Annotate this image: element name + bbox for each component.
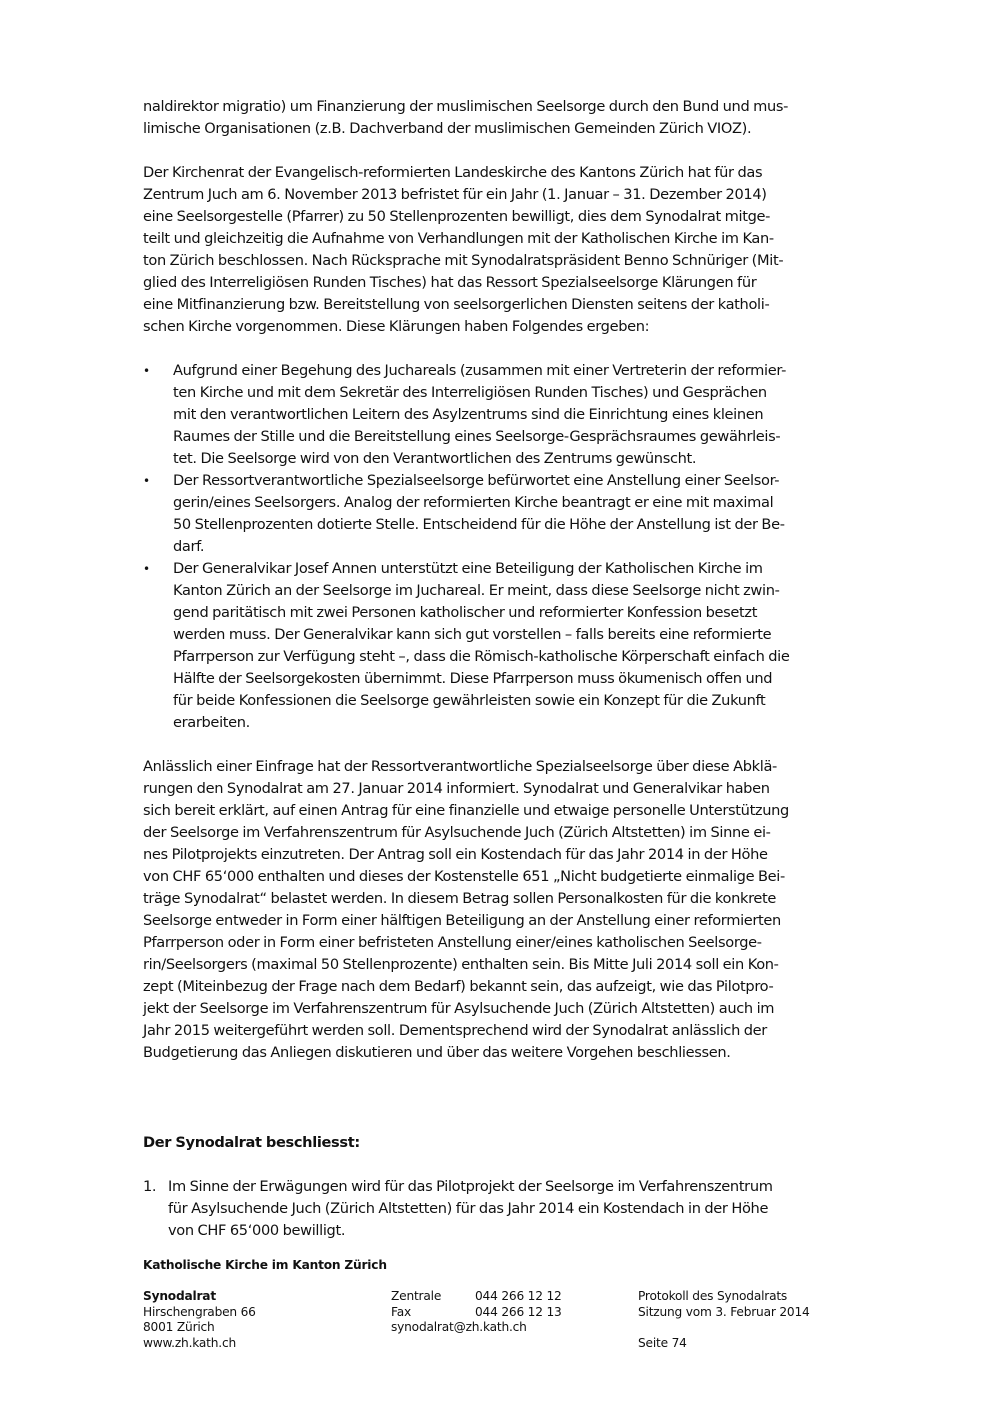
- document-body: [143, 96, 863, 1242]
- page-number: Seite 74: [638, 1335, 687, 1350]
- phone-number: 044 266 12 12: [475, 1289, 562, 1303]
- text-line: glied des Interreligiösen Runden Tisches) hat das Ressort Spezialseelsorge Klärungen für: [143, 274, 757, 291]
- text-line: eine Mitfinanzierung bzw. Bereitstellung von seelsorgerlichen Diensten seitens der katholi-: [143, 296, 770, 313]
- bullet-icon: •: [143, 364, 150, 378]
- text-line: naldirektor migratio) um Finanzierung der muslimischen Seelsorge durch den Bund und mus-: [143, 98, 789, 115]
- fax-label: Fax: [391, 1304, 411, 1319]
- paragraph-kirchenrat: [143, 162, 863, 338]
- bullet-item: [143, 558, 863, 734]
- text-line: Seelsorge entweder in Form einer hälftigen Beteiligung an der Anstellung einer reformierten: [143, 912, 781, 929]
- footer-address-street: Hirschengraben 66: [143, 1304, 256, 1319]
- phone-label: Zentrale: [391, 1289, 442, 1303]
- text-line: 50 Stellenprozenten dotierte Stelle. Entscheidend für die Höhe der Anstellung ist der Be-: [173, 516, 785, 533]
- footer-organization: Katholische Kirche im Kanton Zürich: [143, 1258, 387, 1272]
- bullet-icon: •: [143, 474, 150, 488]
- footer-address-name: Synodalrat: [143, 1289, 216, 1303]
- text-line: Zentrum Juch am 6. November 2013 befristet für ein Jahr (1. Januar – 31. Dezember 2014): [143, 186, 767, 203]
- text-line: träge Synodalrat“ belastet werden. In diesem Betrag sollen Personalkosten für die konkrete: [143, 890, 777, 907]
- text-line: Im Sinne der Erwägungen wird für das Pilotprojekt der Seelsorge im Verfahrenszentrum: [168, 1178, 773, 1195]
- text-line: Aufgrund einer Begehung des Juchareals (zusammen mit einer Vertreterin der reformier-: [173, 362, 786, 379]
- text-line: rungen den Synodalrat am 27. Januar 2014 informiert. Synodalrat und Generalvikar haben: [143, 780, 770, 797]
- text-line: Kanton Zürich an der Seelsorge im Juchareal. Er meint, dass diese Seelsorge nicht zwin-: [173, 582, 780, 599]
- footer-doc-title: Protokoll des Synodalrats: [638, 1289, 788, 1303]
- text-line: Raumes der Stille und die Bereitstellung eines Seelsorge-Gesprächsraumes gewährleis-: [173, 428, 781, 445]
- bullet-icon: •: [143, 562, 150, 576]
- text-line: nes Pilotprojekts einzutreten. Der Antrag soll ein Kostendach für das Jahr 2014 in der Höhe: [143, 846, 768, 863]
- text-line: von CHF 65‘000 enthalten und dieses der Kostenstelle 651 „Nicht budgetierte einmalige Bei-: [143, 868, 785, 885]
- text-line: Anlässlich einer Einfrage hat der Ressortverantwortliche Spezialseelsorge über diese Abklä-: [143, 758, 777, 775]
- text-line: für beide Konfessionen die Seelsorge gewährleisten sowie ein Konzept für die Zukunft: [173, 692, 766, 709]
- text-line: sich bereit erklärt, auf einen Antrag für eine finanzielle und etwaige personelle Unterstützung: [143, 802, 789, 819]
- text-line: Jahr 2015 weitergeführt werden soll. Dementsprechend wird der Synodalrat anlässlich der: [143, 1022, 767, 1039]
- text-line: eine Seelsorgestelle (Pfarrer) zu 50 Stellenprozenten bewilligt, dies dem Synodalrat mitge-: [143, 208, 771, 225]
- text-line: Der Ressortverantwortliche Spezialseelsorge befürwortet eine Anstellung einer Seelsor-: [173, 472, 780, 489]
- footer-address: [143, 1289, 256, 1351]
- paragraph-intro-continuation: [143, 96, 863, 140]
- text-line: für Asylsuchende Juch (Zürich Altstetten) für das Jahr 2014 ein Kostendach in der Höhe: [168, 1200, 769, 1217]
- text-line: Der Kirchenrat der Evangelisch-reformierten Landeskirche des Kantons Zürich hat für das: [143, 164, 763, 181]
- text-line: Pfarrperson oder in Form einer befristeten Anstellung einer/eines katholischen Seelsorge-: [143, 934, 762, 951]
- text-line: gend paritätisch mit zwei Personen katholischer und reformierter Konfession besetzt: [173, 604, 758, 621]
- text-line: limische Organisationen (z.B. Dachverband der muslimischen Gemeinden Zürich VIOZ).: [143, 120, 752, 137]
- text-line: rin/Seelsorgers (maximal 50 Stellenprozente) enthalten sein. Bis Mitte Juli 2014 soll ein Kon-: [143, 956, 779, 973]
- text-line: Der Generalvikar Josef Annen unterstützt eine Beteiligung der Katholischen Kirche im: [173, 560, 763, 577]
- paragraph-anlaesslich: [143, 756, 863, 1064]
- text-line: werden muss. Der Generalvikar kann sich gut vorstellen – falls bereits eine reformierte: [173, 626, 772, 643]
- text-line: mit den verantwortlichen Leitern des Asylzentrums sind die Einrichtung eines kleinen: [173, 406, 764, 423]
- text-line: Pfarrperson zur Verfügung steht –, dass die Römisch-katholische Körperschaft einfach die: [173, 648, 790, 665]
- page-footer: [143, 1258, 863, 1354]
- findings-bullet-list: [143, 360, 863, 734]
- text-line: ten Kirche und mit dem Sekretär des Interreligiösen Runden Tisches) und Gesprächen: [173, 384, 767, 401]
- footer-website-link[interactable]: www.zh.kath.ch: [143, 1335, 236, 1350]
- text-line: teilt und gleichzeitig die Aufnahme von Verhandlungen mit der Katholischen Kirche im Kan-: [143, 230, 774, 247]
- text-line: erarbeiten.: [173, 714, 250, 731]
- text-line: tet. Die Seelsorge wird von den Verantwortlichen des Zentrums gewünscht.: [173, 450, 697, 467]
- fax-number: 044 266 12 13: [475, 1304, 562, 1319]
- footer-meta: [638, 1289, 810, 1351]
- bullet-item: [143, 360, 863, 470]
- text-line: gerin/eines Seelsorgers. Analog der reformierten Kirche beantragt er eine mit maximal: [173, 494, 774, 511]
- text-line: zept (Miteinbezug der Frage nach dem Bedarf) bekannt sein, das aufzeigt, wie das Pilotpro-: [143, 978, 774, 995]
- text-line: der Seelsorge im Verfahrenszentrum für Asylsuchende Juch (Zürich Altstetten) im Sinne ei-: [143, 824, 771, 841]
- text-line: von CHF 65‘000 bewilligt.: [168, 1222, 346, 1239]
- text-line: Hälfte der Seelsorgekosten übernimmt. Diese Pfarrperson muss ökumenisch offen und: [173, 670, 773, 687]
- resolution-heading: Der Synodalrat beschliesst:: [143, 1134, 360, 1151]
- text-line: jekt der Seelsorge im Verfahrenszentrum für Asylsuchende Juch (Zürich Altstetten) auch im: [143, 1000, 775, 1017]
- text-line: schen Kirche vorgenommen. Diese Klärungen haben Folgendes ergeben:: [143, 318, 650, 335]
- bullet-item: [143, 470, 863, 558]
- resolution-item: [143, 1176, 863, 1242]
- resolution-number: 1.: [143, 1178, 157, 1195]
- text-line: ton Zürich beschlossen. Nach Rücksprache mit Synodalratspräsident Benno Schnüriger (Mit-: [143, 252, 784, 269]
- footer-contact: [391, 1289, 562, 1336]
- text-line: Budgetierung das Anliegen diskutieren und über das weitere Vorgehen beschliessen.: [143, 1044, 731, 1061]
- footer-email-link[interactable]: synodalrat@zh.kath.ch: [391, 1320, 527, 1334]
- footer-session-date: Sitzung vom 3. Februar 2014: [638, 1304, 810, 1319]
- footer-address-city: 8001 Zürich: [143, 1320, 215, 1334]
- text-line: darf.: [173, 538, 205, 555]
